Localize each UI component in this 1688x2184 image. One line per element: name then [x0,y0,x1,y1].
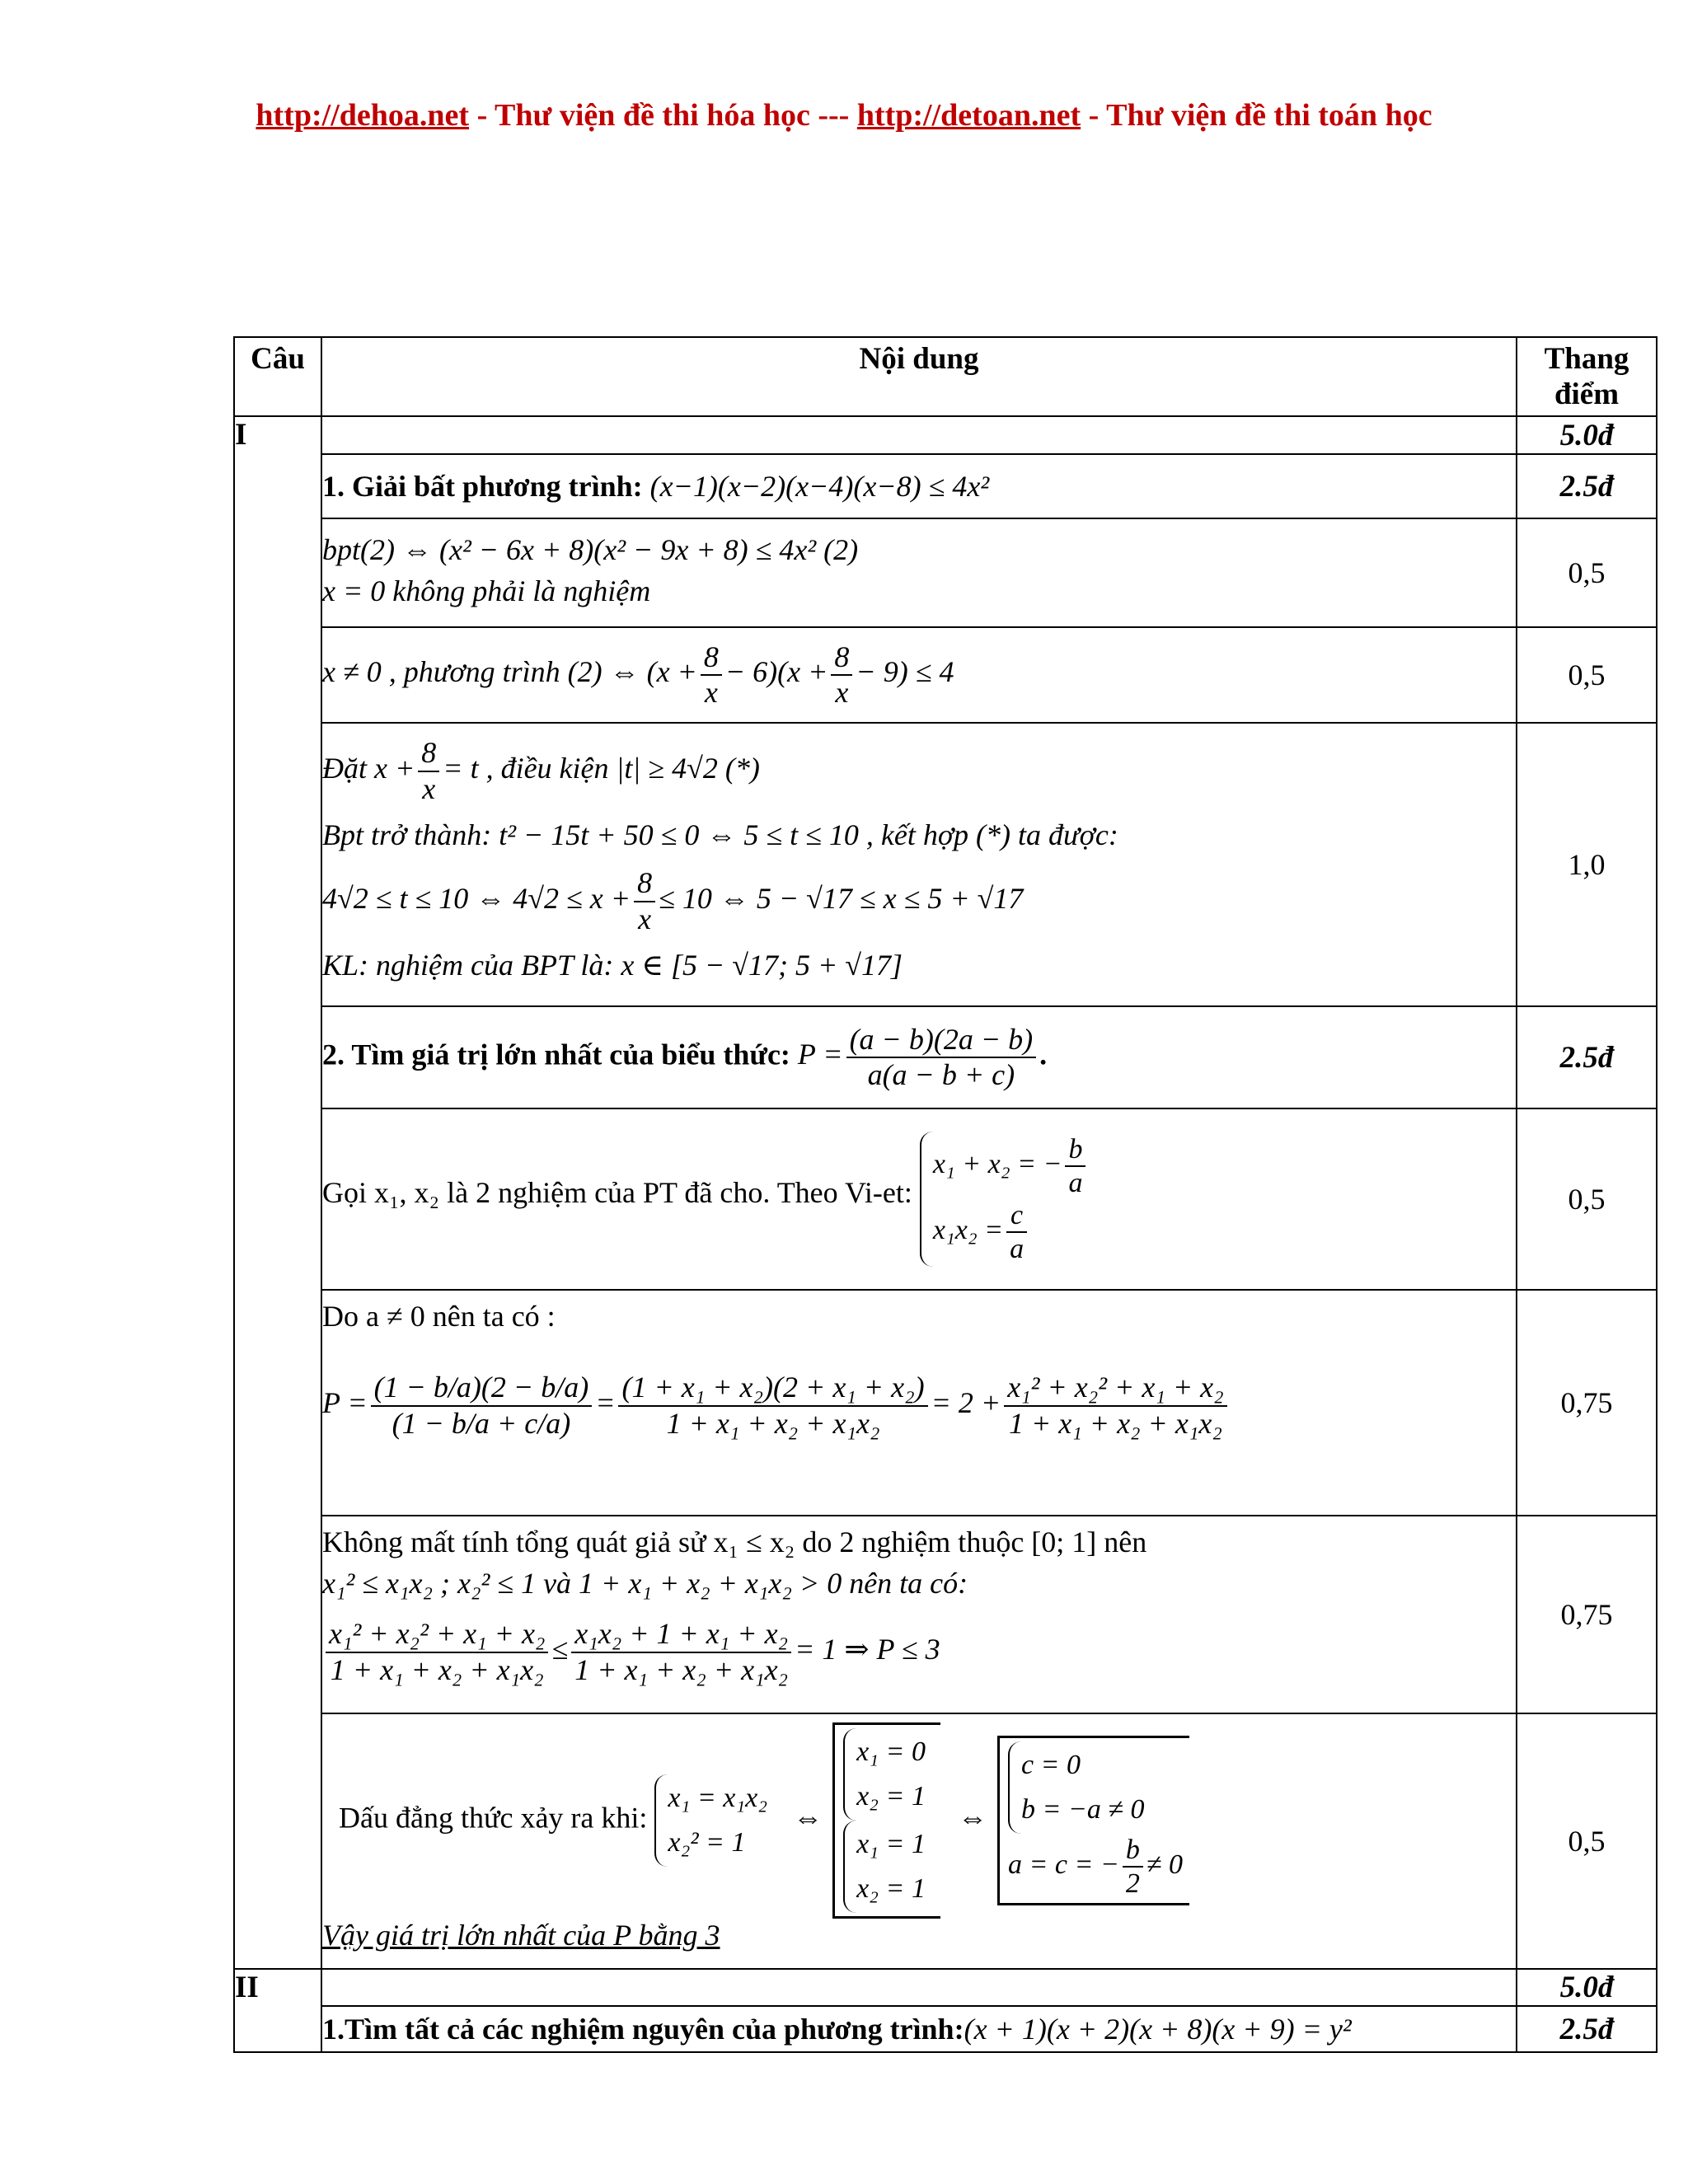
header-noi-dung: Nội dung [321,337,1517,416]
question-points: 2.5đ [1517,2006,1657,2052]
question-expr: (x + 1)(x + 2)(x + 8)(x + 9) = y² [964,2013,1352,2046]
step-text: x ≠ 0 , phương trình (2) ⇔ (x + $\frac{8}{x}$ − 6)(x + $\frac{8}{x}$ − 9) ≤ 4 [322,640,954,709]
step-line: Không mất tính tổng quát giả sử x₁ ≤ x₂ do 2 nghiệm thuộc [0; 1] nên [322,1526,1147,1558]
step-line: 4√2 ≤ t ≤ 10 ⇔ 4√2 ≤ x + $\frac{8}{x}$ ≤ 10 ⇔ 5 − √17 ≤ x ≤ 5 + √17 [322,866,1024,935]
header-text-2: - Thư viện đề thi toán học [1081,98,1432,133]
header-text-1: - Thư viện đề thi hóa học --- [469,98,857,133]
question-title: 2. Tìm giá trị lớn nhất của biểu thức: [322,1038,798,1071]
table-header-row [234,337,1657,416]
step-points: 0,5 [1517,1713,1657,1969]
step-points: 0,5 [1517,1108,1657,1290]
section-row-II [234,1969,1657,2006]
step-row [234,1290,1657,1516]
step-line: x₁² ≤ x₁x₂ ; x₂² ≤ 1 và 1 + x₁ + x₂ + x₁x₂ > 0 nên ta có: [322,1567,968,1600]
step-text: Gọi x₁, x₂ là 2 nghiệm của PT đã cho. Theo Vi-et: [322,1175,920,1209]
step-line: Đặt x + $\frac{8}{x}$ = t , điều kiện |t| ≥ 4√2 (*) [322,736,760,805]
answer-table [233,336,1658,2053]
step-points: 0,75 [1517,1516,1657,1713]
header-cau: Câu [234,337,321,416]
step-points: 0,5 [1517,627,1657,723]
step-row [234,723,1657,1006]
question-row [234,2006,1657,2052]
section-id: I [234,416,321,1969]
step-points: 1,0 [1517,723,1657,1006]
question-points: 2.5đ [1517,1006,1657,1108]
step-row [234,1713,1657,1969]
detoan-link[interactable]: http://detoan.net [856,98,1081,133]
step-line: Do a ≠ 0 nên ta có : [322,1300,556,1333]
section-points: 5.0đ [1517,416,1657,454]
question-points: 2.5đ [1517,454,1657,518]
question-row [234,454,1657,518]
section-row-I [234,416,1657,454]
vieta-system: x₁ + x₂ = − $\frac{b}{a}$ x₁x₂ = $\frac{c}{a}$ [920,1132,1098,1267]
header-thang-diem: Thang điểm [1517,337,1657,416]
page-header [0,97,1688,134]
equality-conditions: Dấu đẳng thức xảy ra khi: x₁ = x₁x₂ x₂² = 1 ⇔ x₁ = 0 x₂ = 1 x₁ = 1 x₂ = 1 ⇔ c = 0 b = −a ≠ 0 a = c = − $\frac{b}{2}$ ≠ 0 [322,1722,1516,1919]
step-line: Bpt trở thành: t² − 15t + 50 ≤ 0 ⇔ 5 ≤ t ≤ 10 , kết hợp (*) ta được: [322,818,1118,852]
step-line: P = $\frac{(1 - b/a)(2 - b/a)}{(1 - b/a + c/a)}$ = $\frac{\text{(1 + x₁ + x₂)(2 + x₁ + x₂)}}{\text{1 + x₁ + x₂ + x₁x₂}}$ = 2 + $\frac{\text{x₁² + x₂² + x₁ + x₂}}{\text{1 + x₁ + x₂ + x₁x₂}}$ [322,1337,1516,1469]
step-line: bpt(2) ⇔ (x² − 6x + 8)(x² − 9x + 8) ≤ 4x² (2) [322,533,859,566]
question-title: 1. Giải bất phương trình: [322,470,650,503]
step-line: x = 0 không phải là nghiệm [322,574,651,607]
section-id: II [234,1969,321,2052]
step-points: 0,5 [1517,518,1657,627]
step-points: 0,75 [1517,1290,1657,1516]
step-row [234,627,1657,723]
section-points: 5.0đ [1517,1969,1657,2006]
step-line: $\frac{\text{x₁² + x₂² + x₁ + x₂}}{\text{1 + x₁ + x₂ + x₁x₂}}$ ≤ $\frac{\text{x₁x₂ + 1 + x₁ + x₂}}{\text{1 + x₁ + x₂ + x₁x₂}}$ = 1 ⇒ P ≤ 3 [322,1604,1516,1694]
question-expr: P = $\frac{(a - b)(2a - b)}{a(a - b + c)}$ [798,1038,1039,1071]
question-title: 1.Tìm tất cả các nghiệm nguyên của phương trình: [322,2013,964,2046]
question-expr: (x−1)(x−2)(x−4)(x−8) ≤ 4x² [649,470,990,503]
question-row: 2. Tìm giá trị lớn nhất của biểu thức: P = $\frac{(a - b)(2a - b)}{a(a - b + c)}$ . 2.5đ [234,1006,1657,1108]
conclusion: Vậy giá trị lớn nhất của P bằng 3 [322,1919,720,1952]
step-row [234,1108,1657,1290]
step-row [234,1516,1657,1713]
step-line: KL: nghiệm của BPT là: x ∈ [5 − √17; 5 + √17] [322,949,903,982]
step-row [234,518,1657,627]
dehoa-link[interactable]: http://dehoa.net [256,98,470,133]
